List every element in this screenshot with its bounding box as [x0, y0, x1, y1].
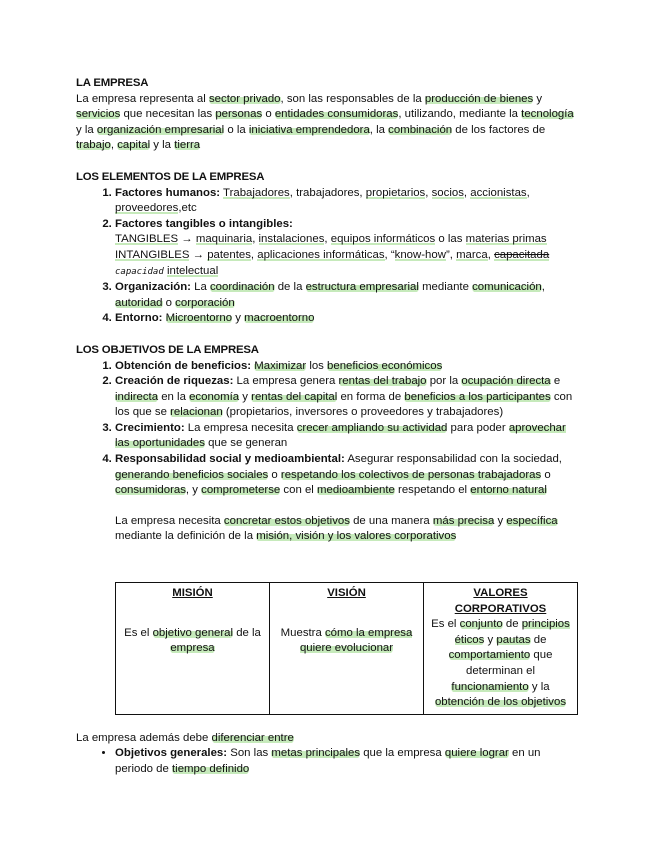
- highlighted-text: intelectual: [166, 264, 219, 277]
- text-run: ,: [463, 186, 471, 199]
- text-run: por la: [426, 375, 462, 388]
- text-run: ”,: [445, 248, 457, 261]
- text-run: ,etc: [178, 202, 197, 215]
- highlighted-text: maquinaria: [195, 233, 253, 246]
- highlighted-text: instalaciones: [258, 233, 325, 246]
- item-label: Creación de riquezas:: [115, 375, 234, 388]
- highlighted-text: comunicación: [472, 281, 542, 294]
- highlighted-text: rentas del trabajo: [338, 375, 427, 388]
- cell-body: [120, 626, 265, 657]
- highlighted-text: quiere lograr: [444, 747, 509, 760]
- item-label: Organización:: [115, 281, 191, 294]
- table-cell-vision: [270, 583, 424, 715]
- text-run: con los que se: [115, 390, 573, 419]
- text-run: La empresa genera: [233, 375, 339, 388]
- highlighted-text: empresa: [170, 642, 215, 655]
- section-empresa: [76, 76, 576, 154]
- highlighted-text: Maximizar: [254, 359, 307, 372]
- section-objetivos: [76, 343, 576, 715]
- highlighted-text: capacitada: [494, 248, 550, 261]
- table-cell-mision: [116, 583, 270, 715]
- highlighted-text: accionistas: [470, 186, 527, 199]
- cell-title: MISIÓN: [172, 587, 213, 600]
- list-item: [115, 746, 576, 777]
- highlighted-text: estructura empresarial: [305, 281, 419, 294]
- text-run: →: [178, 233, 196, 246]
- text-run: (propietarios, inversores o proveedores y trabajadores): [222, 406, 504, 419]
- text-run: ,: [487, 248, 495, 261]
- highlighted-text: iniciativa emprendedora: [248, 123, 370, 136]
- highlighted-text: aprovechar las oportunidades: [115, 421, 566, 450]
- text-run: de: [530, 633, 547, 646]
- highlighted-text: principios éticos: [454, 618, 570, 646]
- list-item: [115, 186, 576, 217]
- text-run: que la empresa: [360, 747, 445, 760]
- mision-vision-valores-table: [115, 582, 578, 715]
- highlighted-text: objetivo general: [152, 626, 234, 639]
- highlighted-text: comportamiento: [448, 649, 531, 662]
- highlighted-text: Microentorno: [165, 312, 233, 325]
- highlighted-text: tiempo definido: [172, 762, 250, 775]
- item-label: Entorno:: [115, 312, 163, 325]
- tail-bullets: [76, 746, 576, 777]
- text-run: o: [268, 468, 281, 481]
- highlighted-text: diferenciar entre: [211, 731, 294, 744]
- highlighted-text: crecer ampliando su actividad: [296, 421, 448, 434]
- empresa-paragraph: [76, 92, 576, 154]
- handwritten-annotation: capacidad: [115, 266, 164, 277]
- objetivos-note: [76, 514, 576, 545]
- highlighted-text: beneficios a los participantes: [404, 390, 551, 403]
- list-item: [115, 421, 576, 452]
- highlighted-text: entidades consumidoras: [274, 108, 399, 121]
- cell-body: [428, 617, 573, 711]
- highlighted-text: cómo la empresa quiere evolucionar: [299, 626, 413, 655]
- text-run: en forma de: [337, 390, 405, 403]
- highlighted-text: consumidoras: [115, 484, 186, 497]
- highlighted-text: marca: [456, 248, 488, 261]
- highlighted-text: indirecta: [115, 390, 159, 403]
- highlighted-text: autoridad: [115, 296, 163, 309]
- section-elementos: [76, 170, 576, 327]
- highlighted-text: know-how: [394, 248, 446, 261]
- text-run: y: [484, 633, 497, 646]
- text-run: de la: [233, 626, 261, 639]
- heading-elementos: LOS ELEMENTOS DE LA EMPRESA: [76, 170, 265, 183]
- text-run: ,: [252, 233, 259, 246]
- item-text: [251, 360, 442, 372]
- text-run: ,: [110, 139, 118, 152]
- text-run: o: [262, 108, 275, 121]
- highlighted-text: personas: [215, 108, 263, 121]
- item-text: [162, 312, 314, 324]
- item-label: Obtención de beneficios:: [115, 359, 252, 372]
- highlighted-text: pautas: [496, 633, 531, 646]
- text-run: mediante: [418, 281, 473, 294]
- intangibles-line: [115, 248, 576, 280]
- list-item: [115, 280, 576, 311]
- text-run: de la: [274, 281, 306, 294]
- text-run: ,: [425, 186, 432, 199]
- text-run: o: [541, 468, 551, 481]
- highlighted-text: capital: [117, 139, 151, 152]
- highlighted-text: tecnología: [521, 108, 574, 121]
- text-run: , utilizando, mediante la: [398, 108, 522, 121]
- text-run: Muestra: [280, 626, 325, 639]
- text-run: y la: [528, 680, 550, 693]
- highlighted-text: entorno natural: [470, 484, 547, 497]
- text-run: ,: [541, 281, 545, 294]
- highlighted-text: específica: [506, 514, 558, 527]
- highlighted-text: beneficios económicos: [327, 359, 443, 372]
- text-run: y: [239, 390, 252, 403]
- highlighted-text: trabajo: [76, 139, 111, 152]
- highlighted-text: Trabajadores: [223, 186, 290, 199]
- highlighted-text: generando beneficios sociales: [115, 468, 269, 481]
- highlighted-text: coordinación: [209, 281, 275, 294]
- text-run: en un periodo de: [115, 747, 541, 775]
- highlighted-text: combinación: [388, 123, 453, 136]
- heading-objetivos: LOS OBJETIVOS DE LA EMPRESA: [76, 343, 259, 356]
- text-run: o las: [435, 233, 466, 246]
- text-run: en la: [158, 390, 190, 403]
- heading-la-empresa: LA EMPRESA: [76, 77, 149, 89]
- list-item: [115, 359, 576, 375]
- item-label: Factores tangibles o intangibles:: [115, 217, 293, 230]
- text-run: y: [232, 312, 245, 325]
- text-run: , y: [185, 484, 202, 497]
- highlighted-text: patentes: [207, 248, 251, 261]
- text-run: Asegurar responsabilidad con la sociedad,: [344, 453, 562, 466]
- item-label: Objetivos generales:: [115, 747, 228, 760]
- text-run: o la: [224, 123, 249, 136]
- highlighted-text: concretar estos objetivos: [223, 514, 350, 527]
- text-run: →: [189, 248, 208, 261]
- item-label: Responsabilidad social y medioambiental:: [115, 453, 345, 466]
- highlighted-text: corporación: [175, 296, 235, 309]
- section-diferenciar: [76, 731, 576, 778]
- elementos-list: [76, 186, 576, 327]
- text-run: para poder: [447, 421, 509, 434]
- text-run: los: [306, 359, 328, 372]
- highlighted-text: equipos informáticos: [330, 233, 436, 246]
- highlighted-text: materias primas: [465, 233, 547, 246]
- document-page: [76, 76, 576, 778]
- highlighted-text: economía: [189, 390, 240, 403]
- cell-title: VALORES CORPORATIVOS: [454, 587, 547, 615]
- text-run: que necesitan las: [120, 108, 216, 121]
- highlighted-text: misión, visión y los valores corporativos: [256, 530, 457, 543]
- text-run: La empresa además debe: [76, 731, 212, 744]
- highlighted-text: funcionamiento: [451, 680, 529, 693]
- text-run: de: [502, 618, 522, 631]
- text-run: Es el: [124, 626, 153, 639]
- highlighted-text: propietarios: [365, 186, 426, 199]
- objetivos-list: [76, 359, 576, 499]
- text-run: y: [533, 92, 543, 105]
- text-run: de los factores de: [452, 123, 546, 136]
- highlighted-text: rentas del capital: [251, 390, 338, 403]
- text-run: respetando el: [394, 484, 471, 497]
- highlighted-text: ocupación directa: [461, 375, 551, 388]
- highlighted-text: obtención de los objetivos: [434, 696, 567, 709]
- highlighted-text: TANGIBLES: [115, 233, 179, 246]
- highlighted-text: metas principales: [271, 747, 361, 760]
- text-run: o: [162, 296, 176, 309]
- text-run: La empresa necesita: [184, 421, 297, 434]
- cell-body: [274, 626, 419, 657]
- text-run: La: [190, 281, 210, 294]
- tangibles-line: [115, 232, 576, 248]
- text-run: ,: [324, 233, 331, 246]
- highlighted-text: INTANGIBLES: [115, 248, 190, 261]
- list-item: [115, 452, 576, 499]
- item-label: Crecimiento:: [115, 421, 185, 434]
- text-run: Son las: [227, 747, 272, 760]
- highlighted-text: comprometerse: [201, 484, 281, 497]
- text-run: y: [494, 514, 507, 527]
- text-run: La empresa necesita: [115, 514, 224, 527]
- text-run: de una manera: [349, 514, 433, 527]
- highlighted-text: tierra: [174, 139, 201, 152]
- highlighted-text: producción de bienes: [424, 92, 534, 105]
- text-run: , la: [369, 123, 389, 136]
- list-item: [115, 311, 576, 327]
- highlighted-text: conjunto: [459, 618, 503, 631]
- highlighted-text: aplicaciones informáticas: [257, 248, 385, 261]
- highlighted-text: organización empresarial: [96, 123, 225, 136]
- text-run: , trabajadores,: [289, 186, 366, 199]
- text-run: ,: [526, 186, 530, 199]
- text-run: La empresa representa al: [76, 92, 209, 105]
- highlighted-text: respetando los colectivos de personas trabajadoras: [280, 468, 542, 481]
- highlighted-text: macroentorno: [244, 312, 315, 325]
- list-item: [115, 217, 576, 280]
- text-run: que determinan el: [465, 649, 553, 677]
- text-run: ,: [250, 248, 258, 261]
- table-cell-valores: [424, 583, 578, 715]
- highlighted-text: más precisa: [432, 514, 495, 527]
- list-item: [115, 374, 576, 421]
- text-run: , son las responsables de la: [280, 92, 425, 105]
- text-run: , “: [384, 248, 395, 261]
- text-run: que se generan: [204, 437, 288, 450]
- item-label: Factores humanos:: [115, 186, 221, 199]
- text-run: e: [550, 375, 561, 388]
- text-run: con el: [280, 484, 317, 497]
- highlighted-text: proveedores: [115, 202, 179, 215]
- highlighted-text: relacionan: [170, 406, 223, 419]
- highlighted-text: sector privado: [208, 92, 281, 105]
- text-run: mediante la definición de la: [115, 530, 257, 543]
- highlighted-text: servicios: [76, 108, 121, 121]
- tail-intro: [76, 731, 576, 747]
- text-run: y la: [76, 123, 97, 136]
- text-run: y la: [150, 139, 175, 152]
- highlighted-text: medioambiente: [317, 484, 395, 497]
- highlighted-text: socios: [431, 186, 464, 199]
- text-run: Es el: [431, 618, 460, 631]
- cell-title: VISIÓN: [327, 587, 366, 600]
